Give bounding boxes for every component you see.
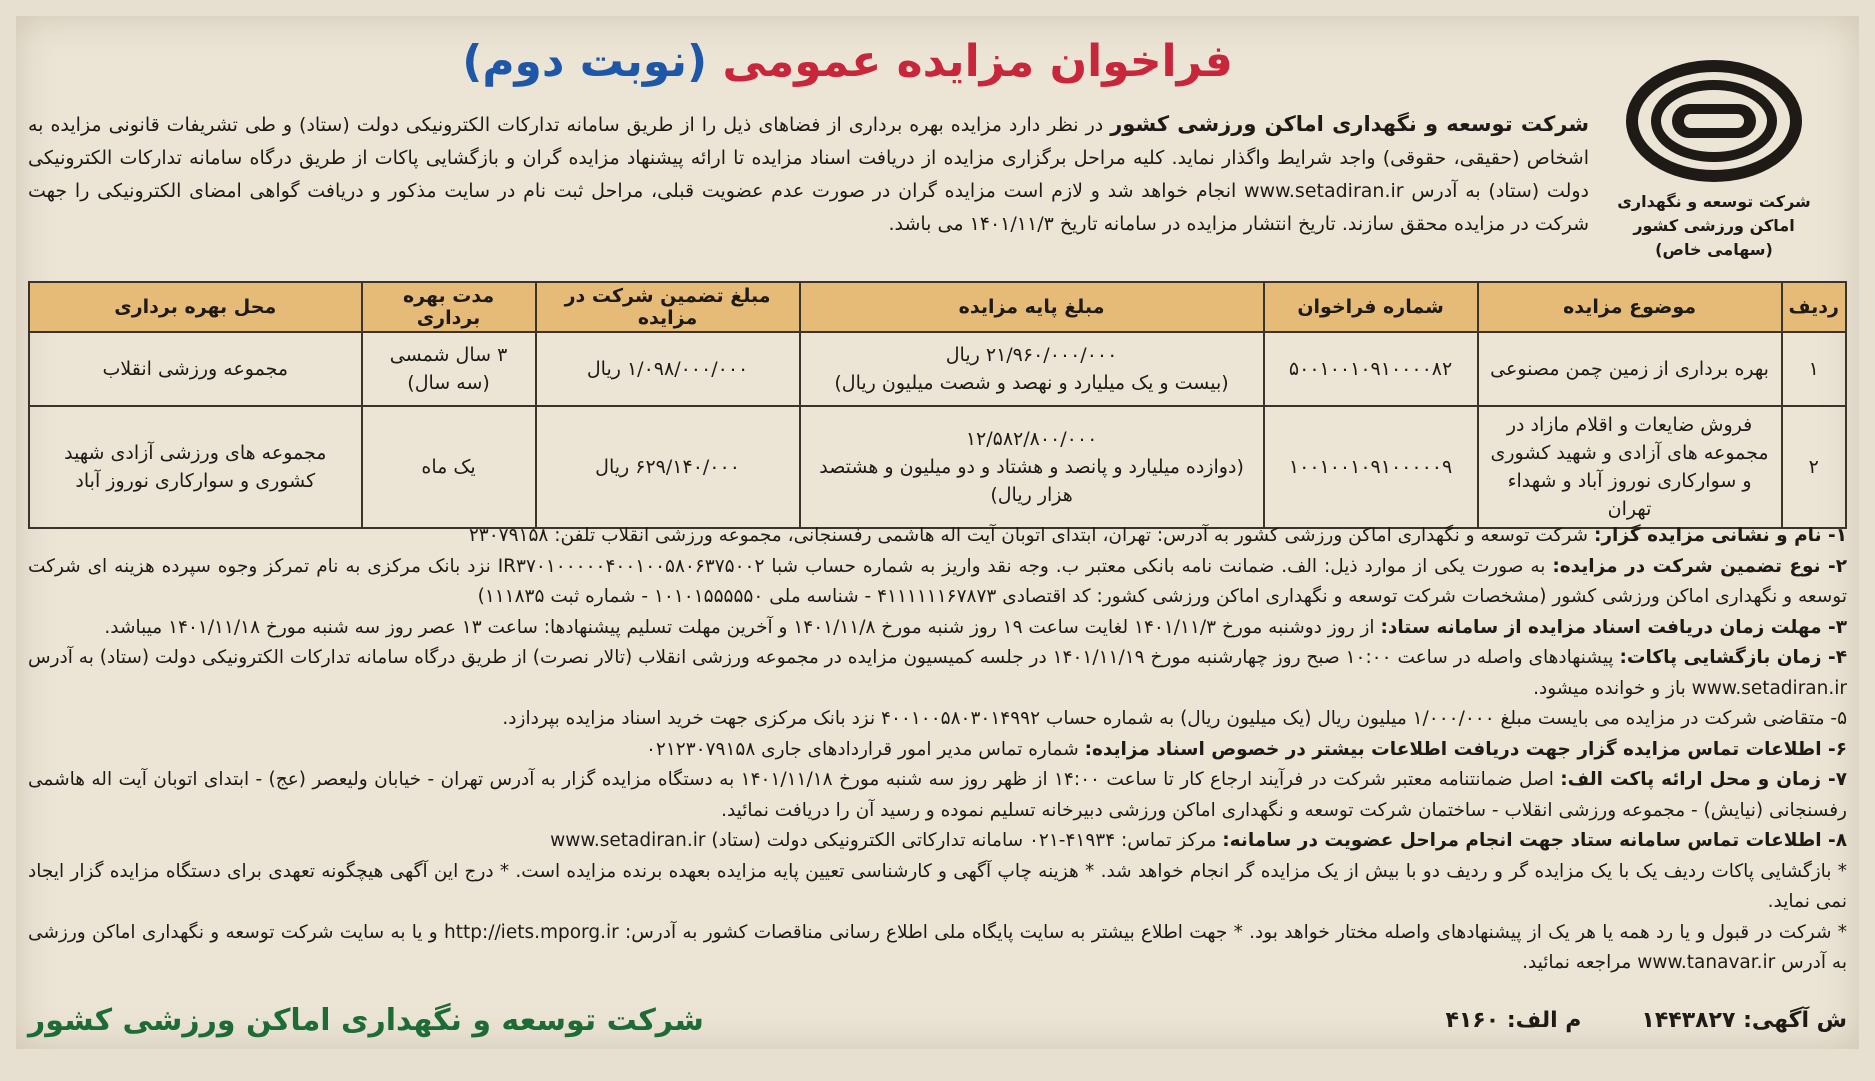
cell-guarantee: ۱/۰۹۸/۰۰۰/۰۰۰ ریال xyxy=(536,332,800,406)
list-item xyxy=(28,521,1847,552)
cell-guarantee: ۶۲۹/۱۴۰/۰۰۰ ریال xyxy=(536,406,800,528)
item-text: پیشنهادهای واصله در ساعت ۱۰:۰۰ صبح روز چهارشنبه مورخ ۱۴۰۱/۱۱/۱۹ در جلسه کمیسیون مزایده در مجموعه ورزشی انقلاب (تالار نصرت) از طریق درگاه سامانه تدارکات الکترونیکی دولت (ستاد) به آدرس www.setadiran.ir باز و خوانده میشود. xyxy=(28,647,1847,699)
base-amount-value: ۱۲/۵۸۲/۸۰۰/۰۰۰ xyxy=(965,428,1098,450)
col-number: شماره فراخوان xyxy=(1264,282,1478,332)
ad-number: ش آگهی: ۱۴۴۳۸۲۷ xyxy=(1641,1007,1847,1033)
table-row xyxy=(29,406,1846,528)
col-subject: موضوع مزایده xyxy=(1478,282,1782,332)
duration-value: یک ماه xyxy=(421,456,476,478)
list-item xyxy=(28,918,1847,979)
cell-duration xyxy=(362,406,536,528)
base-amount-words: (بیست و یک میلیارد و نهصد و شصت میلیون ریال) xyxy=(834,372,1229,394)
cell-duration xyxy=(362,332,536,406)
conditions-list xyxy=(28,521,1847,979)
cell-row: ۱ xyxy=(1782,332,1846,406)
cell-row: ۲ xyxy=(1782,406,1846,528)
list-item xyxy=(28,735,1847,766)
cell-base-amount xyxy=(800,406,1264,528)
col-location: محل بهره برداری xyxy=(29,282,362,332)
list-item xyxy=(28,826,1847,857)
cell-location: مجموعه ورزشی انقلاب xyxy=(29,332,362,406)
logo-line: اماکن ورزشی کشور xyxy=(1633,216,1795,235)
list-item xyxy=(28,552,1847,613)
item-text: * شرکت در قبول و یا رد همه یا هر یک از پیشنهادهای واصله مختار خواهد بود. * جهت اطلاع بیشتر به سایت پایگاه ملی اطلاع رسانی مناقصات کشور به آدرس: http://iets.mporg.ir و یا به سایت شرکت توسعه و نگهداری اماکن ورزشی به آدرس www.tanavar.ir مراجعه نمائید. xyxy=(28,921,1847,973)
item-label: ۲- نوع تضمین شرکت در مزایده: xyxy=(1552,555,1847,577)
list-item xyxy=(28,643,1847,704)
base-amount-words: (دوازده میلیارد و پانصد و هشتاد و دو میلیون و هشتصد هزار ریال) xyxy=(819,456,1244,506)
item-text: ۵- متقاضی شرکت در مزایده می بایست مبلغ ۱/۰۰۰/۰۰۰ میلیون ریال (یک میلیون ریال) به شماره حساب ۴۰۰۱۰۰۵۸۰۳۰۱۴۹۹۲ نزد بانک مرکزی جهت خرید اسناد مزایده بپردازد. xyxy=(502,708,1847,729)
title-main: فراخوان مزایده عمومی xyxy=(722,36,1233,87)
item-text: از روز دوشنبه مورخ ۱۴۰۱/۱۱/۳ لغایت ساعت ۱۹ روز شنبه مورخ ۱۴۰۱/۱۱/۸ و آخرین مهلت تسلیم پیشنهادها: ساعت ۱۳ عصر روز سه شنبه مورخ ۱۴۰۱/۱۱/۱۸ میباشد. xyxy=(104,616,1375,638)
cell-subject: بهره برداری از زمین چمن مصنوعی xyxy=(1478,332,1782,406)
ad-meta xyxy=(1445,1008,1847,1033)
cell-number: ۵۰۰۱۰۰۱۰۹۱۰۰۰۰۸۲ xyxy=(1264,332,1478,406)
duration-note: (سه سال) xyxy=(407,372,490,394)
item-text: اصل ضمانتنامه معتبر شرکت در فرآیند ارجاع کار تا ساعت ۱۴:۰۰ از ظهر روز سه شنبه مورخ ۱۴۰۱/۱۱/۱۸ به دستگاه مزایده گزار به آدرس تهران - خیابان ولیعصر (عج) - ابتدای اتوبان آیت اله هاشمی رفسنجانی (نیایش) - مجموعه ورزشی انقلاب - ساختمان شرکت توسعه و نگهداری اماکن ورزشی دبیرخانه تسلیم نموده و رسید آن را دریافت نمائید. xyxy=(28,769,1847,821)
logo-line: (سهامی خاص) xyxy=(1655,240,1773,259)
item-label: ۱- نام و نشانی مزایده گزار: xyxy=(1593,525,1847,546)
list-item xyxy=(28,704,1847,735)
page-title xyxy=(396,26,1299,98)
table-row xyxy=(29,332,1846,406)
base-amount-value: ۲۱/۹۶۰/۰۰۰/۰۰۰ ریال xyxy=(945,344,1118,366)
company-logo-icon xyxy=(1624,56,1804,186)
intro-lead: شرکت توسعه و نگهداری اماکن ورزشی کشور xyxy=(1110,112,1589,136)
intro-text: در نظر دارد مزایده بهره برداری از فضاهای ذیل را از طریق سامانه تدارکات الکترونیکی دولت (ستاد) و طی تشریفات قانونی مزایده به اشخاص (حقیقی، حقوقی) واجد شرایط واگذار نماید. کلیه مراحل برگزاری مزایده از دریافت اسناد مزایده تا ارائه پیشنهاد مزایده گران و بازگشایی پاکات از طریق درگاه سامانه تدارکات الکترونیکی دولت (ستاد) به آدرس www.setadiran.ir انجام خواهد شد و لازم است مزایده گران در صورت عدم عضویت قبلی، مراحل ثبت نام در سایت مذکور و دریافت گواهی امضای الکترونیکی را جهت شرکت در مزایده محقق سازند. تاریخ انتشار مزایده در سامانه تاریخ ۱۴۰۱/۱۱/۳ می باشد. xyxy=(28,114,1589,235)
item-text: شرکت توسعه و نگهداری اماکن ورزشی کشور به آدرس: تهران، ابتدای اتوبان آیت اله هاشمی رفسنجانی، مجموعه ورزشی انقلاب تلفن: ۲۳۰۷۹۱۵۸ xyxy=(468,525,1589,546)
item-text: * بازگشایی پاکات ردیف یک با یک مزایده گر و ردیف دو با بیش از یک مزایده گر انجام خواهد شد. * هزینه چاپ آگهی و کارشناسی تعیین پایه مزایده بعهده برنده مزایده است. * درج این آگهی هیچگونه تعهدی برای دستگاه مزایده گزار ایجاد نمی نماید. xyxy=(28,860,1847,912)
title-sub: (نوبت دوم) xyxy=(462,36,708,87)
item-label: ۴- زمان بازگشایی پاکات: xyxy=(1619,647,1847,668)
cell-base-amount xyxy=(800,332,1264,406)
logo-caption xyxy=(1599,190,1829,262)
list-item xyxy=(28,857,1847,918)
intro-paragraph xyxy=(28,108,1589,241)
col-row: ردیف xyxy=(1782,282,1846,332)
ad-code: م الف: ۴۱۶۰ xyxy=(1445,1007,1582,1033)
list-item xyxy=(28,613,1847,644)
cell-number: ۱۰۰۱۰۰۱۰۹۱۰۰۰۰۰۹ xyxy=(1264,406,1478,528)
item-label: ۶- اطلاعات تماس مزایده گزار جهت دریافت اطلاعات بیشتر در خصوص اسناد مزایده: xyxy=(1084,738,1847,760)
cell-subject: فروش ضایعات و اقلام مازاد در مجموعه های آزادی و شهید کشوری و سوارکاری نوروز آباد و شهداء تهران xyxy=(1478,406,1782,528)
company-logo xyxy=(1599,56,1829,262)
footer-company: شرکت توسعه و نگهداری اماکن ورزشی کشور xyxy=(28,1002,704,1038)
item-label: ۳- مهلت زمان دریافت اسناد مزایده از سامانه ستاد: xyxy=(1380,616,1847,638)
item-label: ۷- زمان و محل ارائه پاکت الف: xyxy=(1560,769,1847,790)
item-label: ۸- اطلاعات تماس سامانه ستاد جهت انجام مراحل عضویت در سامانه: xyxy=(1222,830,1847,851)
item-text: مرکز تماس: ۴۱۹۳۴-۰۲۱ سامانه تدارکاتی الکترونیکی دولت (ستاد) www.setadiran.ir xyxy=(550,830,1217,851)
list-item xyxy=(28,765,1847,826)
col-duration: مدت بهره برداری xyxy=(362,282,536,332)
col-base-amount: مبلغ پایه مزایده xyxy=(800,282,1264,332)
logo-line: شرکت توسعه و نگهداری xyxy=(1617,192,1811,211)
footer xyxy=(28,995,1847,1045)
cell-location: مجموعه های ورزشی آزادی شهید کشوری و سوارکاری نوروز آباد xyxy=(29,406,362,528)
item-text: به صورت یکی از موارد ذیل: الف. ضمانت نامه بانکی معتبر ب. وجه نقد واریز به شماره حساب شبا IR۳۷۰۱۰۰۰۰۰۴۰۰۱۰۰۵۸۰۶۳۷۵۰۰۲ نزد بانک مرکزی به نام تمرکز وجوه سپرده هزینه ای شرکت توسعه و نگهداری اماکن ورزشی کشور (مشخصات شرکت توسعه و نگهداری اماکن ورزشی کشور: کد اقتصادی ۴۱۱۱۱۱۱۶۷۸۷۳ - شناسه ملی ۱۰۱۰۱۵۵۵۵۵۰ - شماره ثبت ۱۱۱۸۳۵) xyxy=(28,555,1847,607)
header xyxy=(16,16,1859,281)
auction-notice xyxy=(16,16,1859,1049)
item-text: شماره تماس مدیر امور قراردادهای جاری ۰۲۱۲۳۰۷۹۱۵۸ xyxy=(645,738,1079,760)
col-guarantee: مبلغ تضمین شرکت در مزایده xyxy=(536,282,800,332)
table-header-row xyxy=(29,282,1846,332)
auction-table xyxy=(28,281,1847,529)
duration-value: ۳ سال شمسی xyxy=(389,344,508,366)
